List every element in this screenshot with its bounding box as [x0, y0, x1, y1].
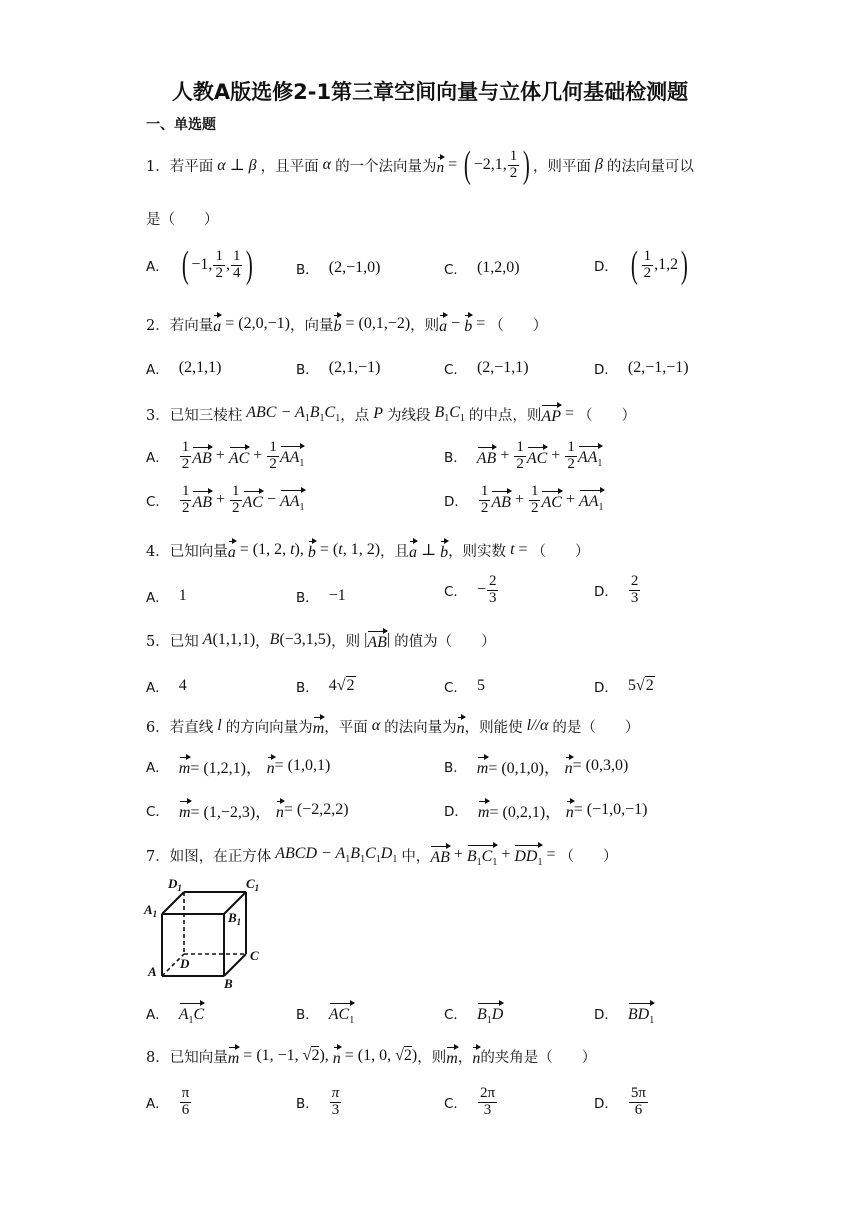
q2-option-b[interactable]: B． (2,1,−1) — [296, 359, 381, 378]
q7-option-b[interactable]: B． $AC_1$ — [296, 1000, 354, 1026]
q1-option-d[interactable]: D． ( $\frac{1}{2}$ ,1,2 ) — [594, 244, 688, 286]
q2-option-c[interactable]: C． (2,−1,1) — [444, 359, 529, 378]
q5-option-d[interactable]: D． 5√2 — [594, 677, 654, 696]
q3-option-a[interactable]: A． $\frac{1}{2}$ AB + AC + $\frac{1}{2}$ $AA_1$ — [146, 439, 305, 472]
q3-option-c[interactable]: C． $\frac{1}{2}$ AB + $\frac{1}{2}$ AC − $AA_1$ — [146, 483, 305, 516]
label-b: B — [224, 976, 233, 990]
cube-figure — [142, 872, 272, 990]
q3-option-d[interactable]: D． $\frac{1}{2}$ AB + $\frac{1}{2}$ AC + $AA_1$ — [444, 483, 604, 516]
label-a1: $A_1$ — [144, 902, 158, 919]
q4-option-b[interactable]: B． −1 — [296, 587, 346, 606]
q2-option-d[interactable]: D． (2,−1,−1) — [594, 359, 689, 378]
q5-option-a[interactable]: A． 4 — [146, 677, 187, 696]
question-2: 2． 若向量 a = (2,0,−1) ，向量 b = (0,1,−2) ，则 a − b = （ ） — [146, 312, 547, 336]
q1-option-b[interactable]: B． (2,−1,0) — [296, 259, 381, 278]
label-c1: $C_1$ — [246, 876, 260, 893]
question-8: 8． 已知向量 m = (1, −1, √2), n = (1, 0, √2) ，则 m ， n 的夹角是（ ） — [146, 1044, 596, 1068]
q3-option-b[interactable]: B． AB + $\frac{1}{2}$ AC + $\frac{1}{2}$ $AA_1$ — [444, 439, 603, 472]
q6-option-c[interactable]: C． m = (1,−2,3)， n = (−2,2,2) — [146, 798, 349, 822]
q4-option-a[interactable]: A． 1 — [146, 587, 187, 606]
question-3: 3． 已知三棱柱 ABC − $A_1B_1C_1$ ，点 P 为线段 $B_1C_1$ 的中点，则 AP = （ ） — [146, 403, 636, 425]
q1-option-c[interactable]: C． (1,2,0) — [444, 259, 520, 278]
q6-option-b[interactable]: B． m = (0,1,0)， n = (0,3,0) — [444, 754, 628, 778]
q6-option-d[interactable]: D． m = (0,2,1)， n = (−1,0,−1) — [444, 798, 648, 822]
q6-option-a[interactable]: A． m = (1,2,1)， n = (1,0,1) — [146, 754, 330, 778]
q1-option-a[interactable]: A． ( −1, $\frac{1}{2}$ , $\frac{1}{4}$ ) — [146, 244, 254, 286]
question-7: 7． 如图，在正方体 ABCD − $A_1B_1C_1D_1$ 中， AB + $B_1C_1$ + $DD_1$ = （ ） — [146, 842, 618, 868]
label-a: A — [148, 964, 157, 979]
q5-option-b[interactable]: B． 4√2 — [296, 677, 355, 696]
q4-option-c[interactable]: C． − $\frac{2}{3}$ — [444, 573, 497, 606]
question-5: 5． 已知 A (1,1,1) ， B (−3,1,5) ，则 | AB | 的值为（ ） — [146, 628, 496, 652]
question-1-cont: 是（ ） — [146, 212, 219, 228]
q7-option-c[interactable]: C． $B_1D$ — [444, 1000, 503, 1026]
label-b1: $B_1$ — [228, 910, 242, 927]
q4-option-d[interactable]: D． $\frac{2}{3}$ — [594, 573, 639, 606]
question-1: 1． 若平面 α ⊥ β ，且平面 α 的一个法向量为 n = ( −2,1, $\frac{1}{2}$ ) ，则平面 β 的法向量可以 — [146, 144, 694, 186]
q7-option-a[interactable]: A． $A_1C$ — [146, 1000, 204, 1026]
q7-option-d[interactable]: D． $BD_1$ — [594, 1000, 654, 1026]
question-6: 6． 若直线 l 的方向向量为 m ，平面 α 的法向量为 n ，则能使 l//α 的是（ ） — [146, 714, 639, 738]
q5-option-c[interactable]: C． 5 — [444, 677, 485, 696]
q8-option-a[interactable]: A． $\frac{\pi}{6}$ — [146, 1085, 190, 1118]
label-d: D — [180, 956, 190, 971]
page-title: 人教A版选修2-1第三章空间向量与立体几何基础检测题 — [171, 80, 689, 104]
q8-option-b[interactable]: B． $\frac{\pi}{3}$ — [296, 1085, 340, 1118]
section-heading: 一、单选题 — [146, 117, 216, 133]
question-4: 4． 已知向量 a = (1, 2, t), b = (t, 1, 2) ，且 a ⊥ b ，则实数 t = （ ） — [146, 538, 590, 562]
q2-option-a[interactable]: A． (2,1,1) — [146, 359, 222, 378]
label-d1: $D_1$ — [168, 876, 182, 893]
q8-option-d[interactable]: D． $\frac{5\pi}{6}$ — [594, 1085, 646, 1118]
q8-option-c[interactable]: C． $\frac{2\pi}{3}$ — [444, 1085, 496, 1118]
label-c: C — [250, 948, 259, 963]
